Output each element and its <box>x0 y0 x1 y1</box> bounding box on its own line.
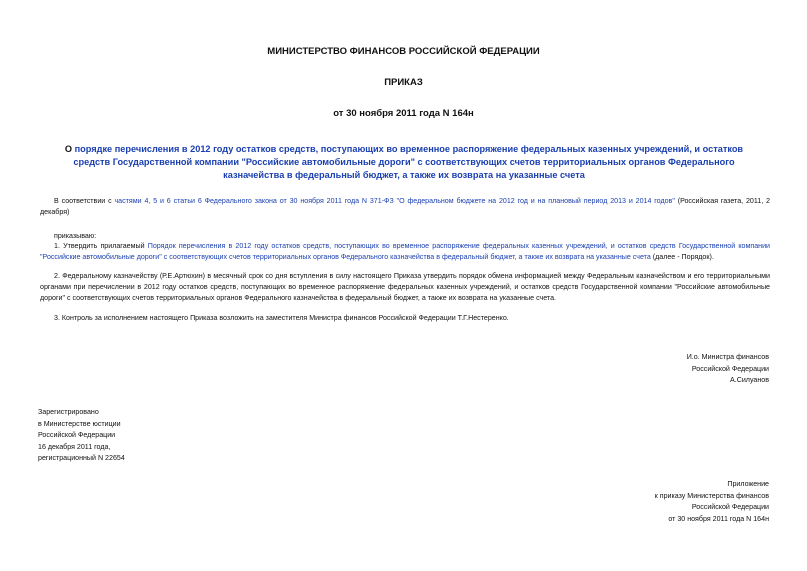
appendix-line-2: к приказу Министерства финансов <box>654 491 769 500</box>
date-number-heading: от 30 ноября 2011 года N 164н <box>333 108 474 119</box>
item-3-paragraph: 3. Контроль за исполнением настоящего Приказа возложить на заместителя Министра финансов Российской Федерации Т.Г.Нестеренко. <box>54 314 509 322</box>
preamble-suffix: (Российская газета, 2011, 2 декабря) <box>40 197 770 216</box>
preamble-paragraph <box>40 196 770 218</box>
registration-line-4: 16 декабря 2011 года, <box>38 442 111 451</box>
appendix-line-3: Российской Федерации <box>691 503 769 511</box>
order-word: приказываю: <box>54 232 97 240</box>
title-prefix: О <box>64 144 75 154</box>
item-1-paragraph <box>40 241 770 263</box>
federal-law-link[interactable]: частями 4, 5 и 6 статьи 6 Федерального закона от 30 ноября 2011 года N 371-ФЗ "О федеральном бюджете на 2012 год и на плановый период 2013 и 2014 годов" <box>114 197 675 205</box>
registration-line-2: в Министерстве юстиции <box>38 419 121 428</box>
title-link[interactable]: порядке перечисления в 2012 году остатков средств, поступающих во временное распоряжение федеральных казенных учреждений, и остатков средств Государственной компании "Российские автомобильные дороги" с соответствующих счетов территориальных органов Федерального казначейства в федеральный бюджет, а также их возврата на указанные счета <box>73 144 744 180</box>
appendix-line-1: Приложение <box>727 480 769 488</box>
document-title <box>50 143 758 182</box>
signature-line-3: А.Силуанов <box>730 376 769 384</box>
signature-line-2: Российской Федерации <box>691 364 769 373</box>
item-1-prefix: 1. Утвердить прилагаемый <box>54 242 148 250</box>
appendix-line-4: от 30 ноября 2011 года N 164н <box>668 514 769 523</box>
procedure-link[interactable]: Порядок перечисления в 2012 году остатков средств, поступающих во временное распоряжение федеральных казенных учреждений, и остатков средств Государственной компании "Российские автомобильные дороги" с соответствующих счетов территориальных органов Федерального казначейства в федеральный бюджет, а также их возврата на указанные счета <box>40 242 771 261</box>
registration-line-5: регистрационный N 22654 <box>38 454 125 462</box>
signature-block <box>687 352 769 387</box>
registration-line-3: Российской Федерации <box>38 431 116 439</box>
preamble-prefix: В соответствии с <box>54 197 115 205</box>
registration-block <box>38 407 125 465</box>
doc-type-heading: ПРИКАЗ <box>384 77 423 88</box>
signature-line-1: И.о. Министра финансов <box>686 353 769 361</box>
appendix-block <box>655 479 769 525</box>
registration-line-1: Зарегистрировано <box>38 408 99 416</box>
item-2-paragraph: 2. Федеральному казначейству (Р.Е.Артюхин) в месячный срок со дня вступления в силу настоящего Приказа утвердить порядок обмена информацией между Федеральным казначейством и его территориальными органами при перечислении в 2012 году остатков средств, поступающих во временное распоряжение федеральных казенных учреждений, и остатков средств Государственной компании "Российские автомобильные дороги" с соответствующих счетов территориальных органов Федерального казначейства в федеральный бюджет, а также их возврата на указанные счета. <box>40 272 770 302</box>
ministry-heading: МИНИСТЕРСТВО ФИНАНСОВ РОССИЙСКОЙ ФЕДЕРАЦИИ <box>267 46 540 57</box>
item-1-suffix: (далее - Порядок). <box>650 253 714 261</box>
